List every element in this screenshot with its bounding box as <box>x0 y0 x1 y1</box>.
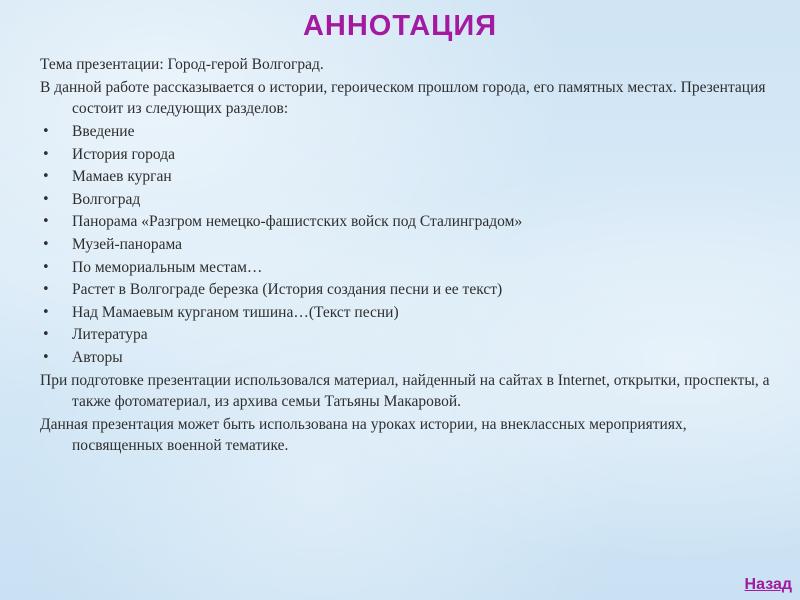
topic-paragraph: Тема презентации: Город-герой Волгоград. <box>40 56 324 73</box>
bullet-icon: • <box>42 214 50 230</box>
bullet-icon: • <box>42 304 50 320</box>
list-item: • Мамаев курган <box>42 168 172 186</box>
slide-title: АННОТАЦИЯ <box>302 10 498 42</box>
list-item: • История города <box>42 145 175 163</box>
list-item: • Волгоград <box>42 190 141 208</box>
description-paragraph: В данной работе рассказывается о истории, героическом прошлом города, его памятных местах. Презентация состоит из следующих разделов: <box>40 79 766 117</box>
sources-paragraph: При подготовке презентации использовался материал, найденный на сайтах в Internet, открытки, проспекты, а также фотоматериал, из архива семьи Татьяны Макаровой. <box>40 371 770 410</box>
annotation-content <box>40 54 780 458</box>
bullet-icon: • <box>42 349 50 365</box>
list-item: • Панорама «Разгром немецко-фашистских войск под Сталинградом» <box>42 213 523 231</box>
bullet-icon: • <box>42 146 50 162</box>
list-item: • Авторы <box>42 348 123 366</box>
bullet-icon: • <box>42 236 50 252</box>
bullet-icon: • <box>42 282 50 298</box>
list-item: • Над Мамаевым курганом тишина…(Текст песни) <box>42 303 399 321</box>
list-item: • По мемориальным местам… <box>42 258 263 276</box>
bullet-icon: • <box>42 169 50 185</box>
list-item: • Музей-панорама <box>42 235 183 253</box>
sections-list <box>40 121 780 368</box>
list-item: • Растет в Волгограде березка (История создания песни и ее текст) <box>42 281 503 299</box>
back-link[interactable]: Назад <box>744 576 792 593</box>
bullet-icon: • <box>42 191 50 207</box>
list-item: • Литература <box>42 326 148 344</box>
bullet-icon: • <box>42 124 50 139</box>
usage-paragraph: Данная презентация может быть использована на уроках истории, на внеклассных мероприятиях, посвященных военной тематике. <box>40 415 687 454</box>
bullet-icon: • <box>42 327 50 343</box>
list-item: • Введение <box>42 123 135 140</box>
bullet-icon: • <box>42 259 50 275</box>
